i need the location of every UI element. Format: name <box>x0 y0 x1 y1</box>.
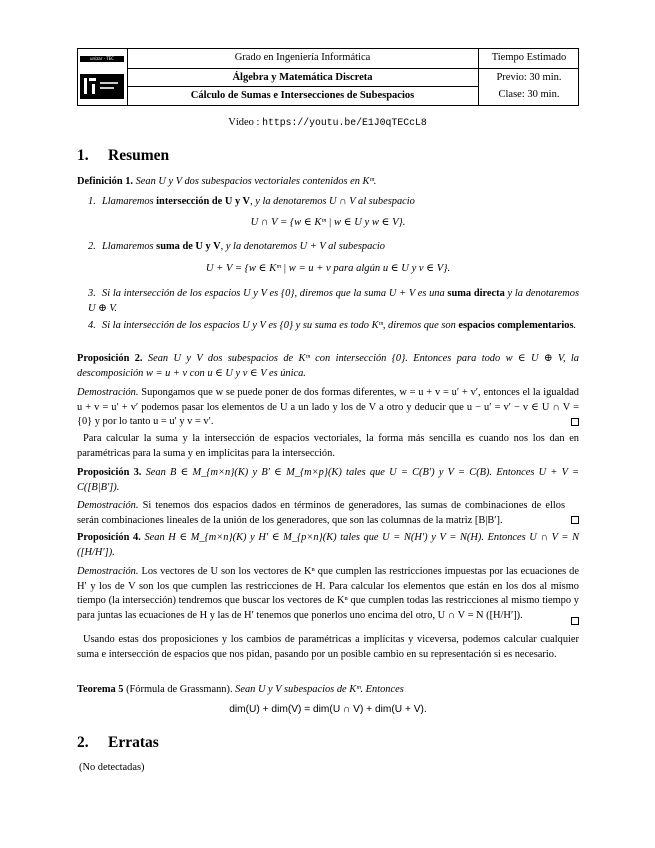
section-heading-resumen: 1. Resumen <box>77 147 170 164</box>
proof-proposition-2: Demostración. Supongamos que w se puede poner de dos formas diferentes, w = u + v = u′ + v′, entonces el la igualdad u + v = u′ + v′ podemos pasar los elementos de U a un lado y los de V a otro y deducir que u − u′ = v′ − v ∈ U ∩ V = {0} y por lo tanto u = u′ y v = v′. <box>77 387 579 428</box>
qed-mark <box>571 617 579 625</box>
video-label: Vídeo : <box>228 117 263 128</box>
video-link[interactable]: https://youtu.be/E1J0qTECcL8 <box>262 117 427 128</box>
time-label: Tiempo Estimado <box>491 52 567 63</box>
definition-item-4: 4. Si la intersección de los espacios U y V es {0} y su suma es todo Kᵐ, diremos que son espacios complementarios. <box>88 320 577 331</box>
definition-item-1: 1. Llamaremos intersección de U y V, y la denotaremos U ∩ V al subespacio <box>88 196 415 207</box>
erratas-text: (No detectadas) <box>79 762 145 773</box>
logo-emblem-icon <box>80 74 124 99</box>
paragraph-usage: Usando estas dos proposiciones y los cambios de paramétricas a implícitas y viceversa, podemos calcular cualquier suma e intersección de espacios que nos pidan, pasando por un posible cambio en su representación si es necesario. <box>77 634 579 660</box>
definition-item-3: 3. Si la intersección de los espacios U y V es {0}, diremos que la suma U + V es una suma directa y la denotaremos U ⊕ V. <box>88 288 580 314</box>
proposition-3: Proposición 3. Sean B ∈ M_{m×n}(K) y B′ ∈ M_{m×p}(K) tales que U = C(B′) y V = C(B). Entonces U + V = C([B|B′]). <box>77 467 580 493</box>
equation-sum: U + V = {w ∈ Kᵐ | w = u + v para algún u ∈ U y v ∈ V}. <box>205 263 451 274</box>
time-clase: Clase: 30 min. <box>498 89 560 101</box>
definition-1: Definición 1. Sean U y V dos subespacios vectoriales contenidos en Kᵐ. <box>77 176 377 187</box>
definition-item-2: 2. Llamaremos suma de U y V, y la denotaremos U + V al subespacio <box>88 241 385 252</box>
grassmann-formula: dim(U) + dim(V) = dim(U ∩ V) + dim(U + V). <box>229 704 427 715</box>
course-name: Álgebra y Matemática Discreta <box>127 68 478 87</box>
course-header <box>77 48 579 106</box>
time-previo: Previo: 30 min. <box>479 68 579 87</box>
proof-proposition-3: Demostración. Si tenemos dos espacios dados en términos de generadores, las sumas de combinaciones de ellos serán combinaciones lineales de la unión de los generadores, que son las columnas de la matriz [B|B′]. <box>77 500 565 526</box>
equation-intersection: U ∩ V = {w ∈ Kᵐ | w ∈ U y w ∈ V}. <box>250 217 406 228</box>
section-heading-erratas: 2. Erratas <box>77 734 159 751</box>
topic-title: Cálculo de Sumas e Intersecciones de Subespacios <box>127 86 478 105</box>
logo-banner: unizar · TEC <box>80 56 124 62</box>
paragraph-method: Para calcular la suma y la intersección de espacios vectoriales, la forma más sencilla es cuando nos los dan en paramétricas para la suma y en implícitas para la intersección. <box>77 433 579 459</box>
proposition-2: Proposición 2. Sean U y V dos subespacios de Kᵐ con intersección {0}. Entonces para todo w ∈ U ⊕ V, la descomposición w = u + v con u ∈ U y v ∈ V es única. <box>77 353 580 379</box>
theorem-5: Teorema 5 (Fórmula de Grassmann). Sean U y V subespacios de Kᵐ. Entonces <box>77 684 404 695</box>
proof-proposition-4: Demostración. Los vectores de U son los vectores de Kⁿ que cumplen las restricciones impuestas por las ecuaciones de H′ y los de V son los que cumplen las restricciones de H. Para calcular los elementos que están en los dos al mismo tiempo (la intersección) tendremos que buscar los vectores de Kⁿ que cumplen todas las restricciones al mismo tiempo y para juntas las ecuaciones de H y las de H′ tenemos que ponerlos uno encima del otro, U ∩ V = N ([H/H′]). <box>77 566 579 621</box>
video-line <box>0 117 655 128</box>
qed-mark <box>571 516 579 524</box>
proposition-4: Proposición 4. Sean H ∈ M_{m×n}(K) y H′ ∈ M_{p×n}(K) tales que U = N(H′) y V = N(H). Entonces U ∩ V = N ([H/H′]). <box>77 532 580 558</box>
qed-mark <box>571 418 579 426</box>
degree-name: Grado en Ingeniería Informática <box>234 52 371 63</box>
university-logo <box>78 49 128 105</box>
